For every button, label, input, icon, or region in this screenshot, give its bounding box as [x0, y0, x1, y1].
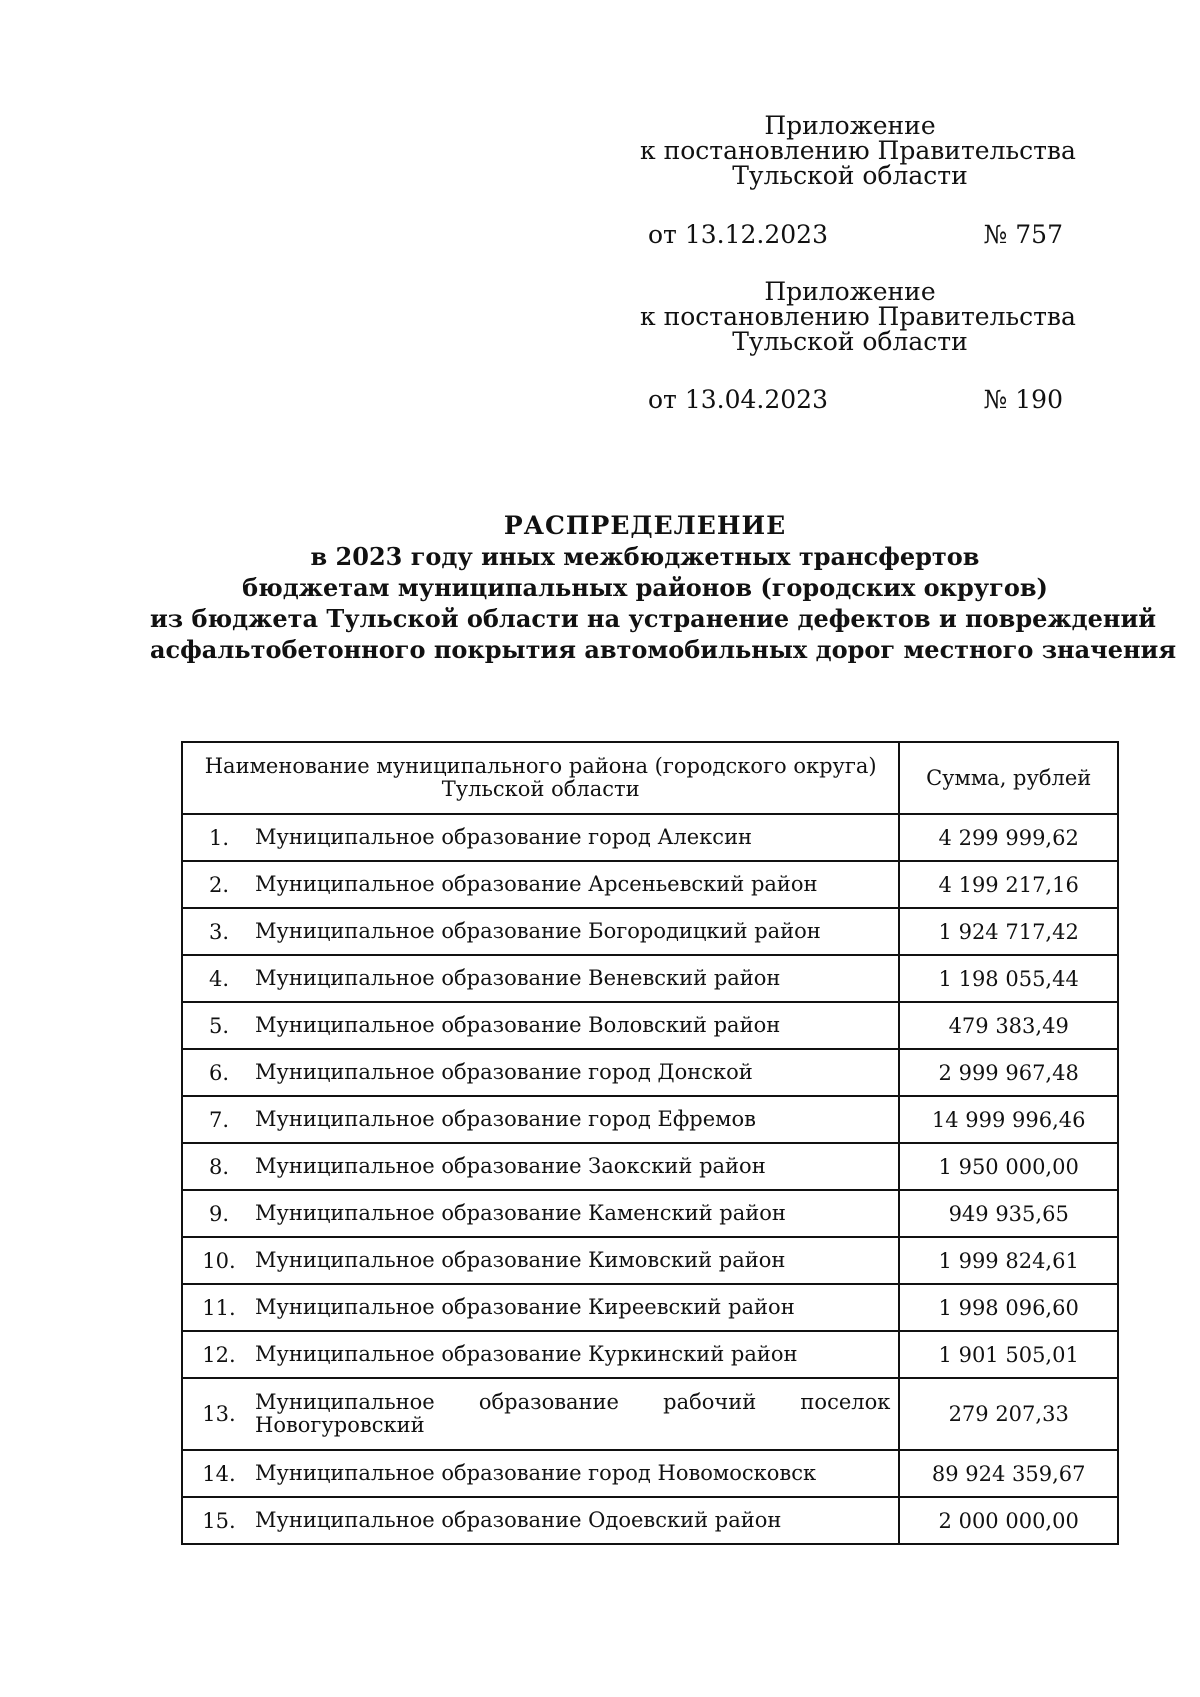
row-index: 2.: [208, 872, 230, 897]
table-row: [182, 1190, 1118, 1237]
name-line: Муниципальное образование рабочий поселок: [255, 1390, 891, 1414]
row-amount: 479 383,49: [899, 1002, 1118, 1049]
row-amount: 279 207,33: [899, 1378, 1118, 1450]
row-index: 11.: [202, 1295, 236, 1320]
title-line: бюджетам муниципальных районов (городских округов): [242, 573, 1048, 602]
appendix-label: Приложение: [764, 111, 936, 140]
row-municipality-name: [255, 1391, 898, 1437]
table-row: [182, 1143, 1118, 1190]
row-municipality-name: Муниципальное образование Куркинский район: [255, 1342, 798, 1366]
appendix-ref-line: к постановлению Правительства: [640, 302, 1076, 331]
row-index: 12.: [202, 1342, 236, 1367]
row-name-cell: [182, 1237, 899, 1284]
row-index: 8.: [208, 1154, 230, 1179]
table-row: [182, 1378, 1118, 1450]
row-name-cell: [182, 1450, 899, 1497]
row-municipality-name: Муниципальное образование Богородицкий район: [255, 919, 821, 943]
row-municipality-name: Муниципальное образование Воловский район: [255, 1013, 781, 1037]
table-row: [182, 1331, 1118, 1378]
row-amount: 2 999 967,48: [899, 1049, 1118, 1096]
header-sum-cell: Сумма, рублей: [899, 742, 1118, 814]
row-amount: 1 998 096,60: [899, 1284, 1118, 1331]
row-index: 1.: [208, 825, 230, 850]
row-amount: 1 950 000,00: [899, 1143, 1118, 1190]
row-municipality-name: Муниципальное образование Одоевский район: [255, 1508, 782, 1532]
row-index: 7.: [208, 1107, 230, 1132]
document-title: [150, 510, 1177, 665]
table-header-row: [182, 742, 1118, 814]
row-name-cell: [182, 908, 899, 955]
row-amount: 89 924 359,67: [899, 1450, 1118, 1497]
table-row: [182, 908, 1118, 955]
row-name-cell: [182, 1190, 899, 1237]
title-heading: РАСПРЕДЕЛЕНИЕ: [503, 511, 787, 540]
appendix-block-current: [640, 111, 1076, 190]
row-amount: 2 000 000,00: [899, 1497, 1118, 1544]
appendix-ref-line: к постановлению Правительства: [640, 136, 1076, 165]
table-row: [182, 861, 1118, 908]
title-line: из бюджета Тульской области на устранение дефектов и повреждений: [150, 604, 1157, 633]
appendix-label: Приложение: [764, 277, 936, 306]
table-row: [182, 1497, 1118, 1544]
title-line: в 2023 году иных межбюджетных трансфертов: [310, 542, 980, 571]
row-index: 4.: [208, 966, 230, 991]
row-amount: 949 935,65: [899, 1190, 1118, 1237]
row-index: 13.: [202, 1402, 236, 1426]
row-name-cell: [182, 1378, 899, 1450]
row-index: 6.: [208, 1060, 230, 1085]
table-row: [182, 1002, 1118, 1049]
row-name-cell: [182, 861, 899, 908]
row-municipality-name: Муниципальное образование город Алексин: [255, 825, 753, 849]
row-index: 5.: [208, 1013, 230, 1038]
decree-number: № 190: [983, 385, 1063, 414]
row-amount: 1 999 824,61: [899, 1237, 1118, 1284]
row-name-cell: [182, 1284, 899, 1331]
row-amount: 1 901 505,01: [899, 1331, 1118, 1378]
decree-date: от 13.12.2023: [648, 220, 828, 249]
row-name-cell: [182, 1331, 899, 1378]
table-row: [182, 955, 1118, 1002]
decree-date: от 13.04.2023: [648, 385, 828, 414]
row-name-cell: [182, 814, 899, 861]
table-body: [182, 814, 1118, 1544]
header-name-line: Тульской области: [441, 777, 640, 801]
row-name-cell: [182, 1497, 899, 1544]
row-amount: 4 299 999,62: [899, 814, 1118, 861]
row-index: 10.: [202, 1248, 236, 1273]
row-name-cell: [182, 1049, 899, 1096]
table-row: [182, 1284, 1118, 1331]
table-row: [182, 1237, 1118, 1284]
table-row: [182, 1450, 1118, 1497]
row-index: 9.: [208, 1201, 230, 1226]
row-municipality-name: Муниципальное образование Заокский район: [255, 1154, 766, 1178]
table-row: [182, 814, 1118, 861]
row-name-cell: [182, 1096, 899, 1143]
distribution-table: [181, 741, 1119, 1545]
row-name-cell: [182, 1143, 899, 1190]
row-amount: 4 199 217,16: [899, 861, 1118, 908]
row-amount: 14 999 996,46: [899, 1096, 1118, 1143]
row-municipality-name: Муниципальное образование Арсеньевский район: [255, 872, 818, 896]
row-amount: 1 924 717,42: [899, 908, 1118, 955]
appendix-block-original: [640, 277, 1076, 356]
table-row: [182, 1096, 1118, 1143]
appendix-region-line: Тульской области: [732, 327, 968, 356]
row-name-cell: [182, 1002, 899, 1049]
row-name-cell: [182, 955, 899, 1002]
table-row: [182, 1049, 1118, 1096]
row-municipality-name: Муниципальное образование Киреевский район: [255, 1295, 795, 1319]
title-line: асфальтобетонного покрытия автомобильных дорог местного значения: [150, 635, 1177, 664]
row-municipality-name: Муниципальное образование город Донской: [255, 1060, 753, 1084]
name-line: Новогуровский: [255, 1413, 425, 1437]
row-municipality-name: Муниципальное образование Кимовский район: [255, 1248, 786, 1272]
appendix-region-line: Тульской области: [732, 161, 968, 190]
decree-number: № 757: [983, 220, 1063, 249]
header-name-cell: [182, 742, 899, 814]
row-index: 14.: [202, 1461, 236, 1486]
row-index: 3.: [208, 919, 230, 944]
header-name-line: Наименование муниципального района (городского округа): [204, 754, 877, 778]
row-index: 15.: [202, 1508, 236, 1533]
row-municipality-name: Муниципальное образование Каменский район: [255, 1201, 786, 1225]
row-amount: 1 198 055,44: [899, 955, 1118, 1002]
row-municipality-name: Муниципальное образование город Новомосковск: [255, 1461, 817, 1485]
row-municipality-name: Муниципальное образование Веневский район: [255, 966, 781, 990]
row-municipality-name: Муниципальное образование город Ефремов: [255, 1107, 756, 1131]
